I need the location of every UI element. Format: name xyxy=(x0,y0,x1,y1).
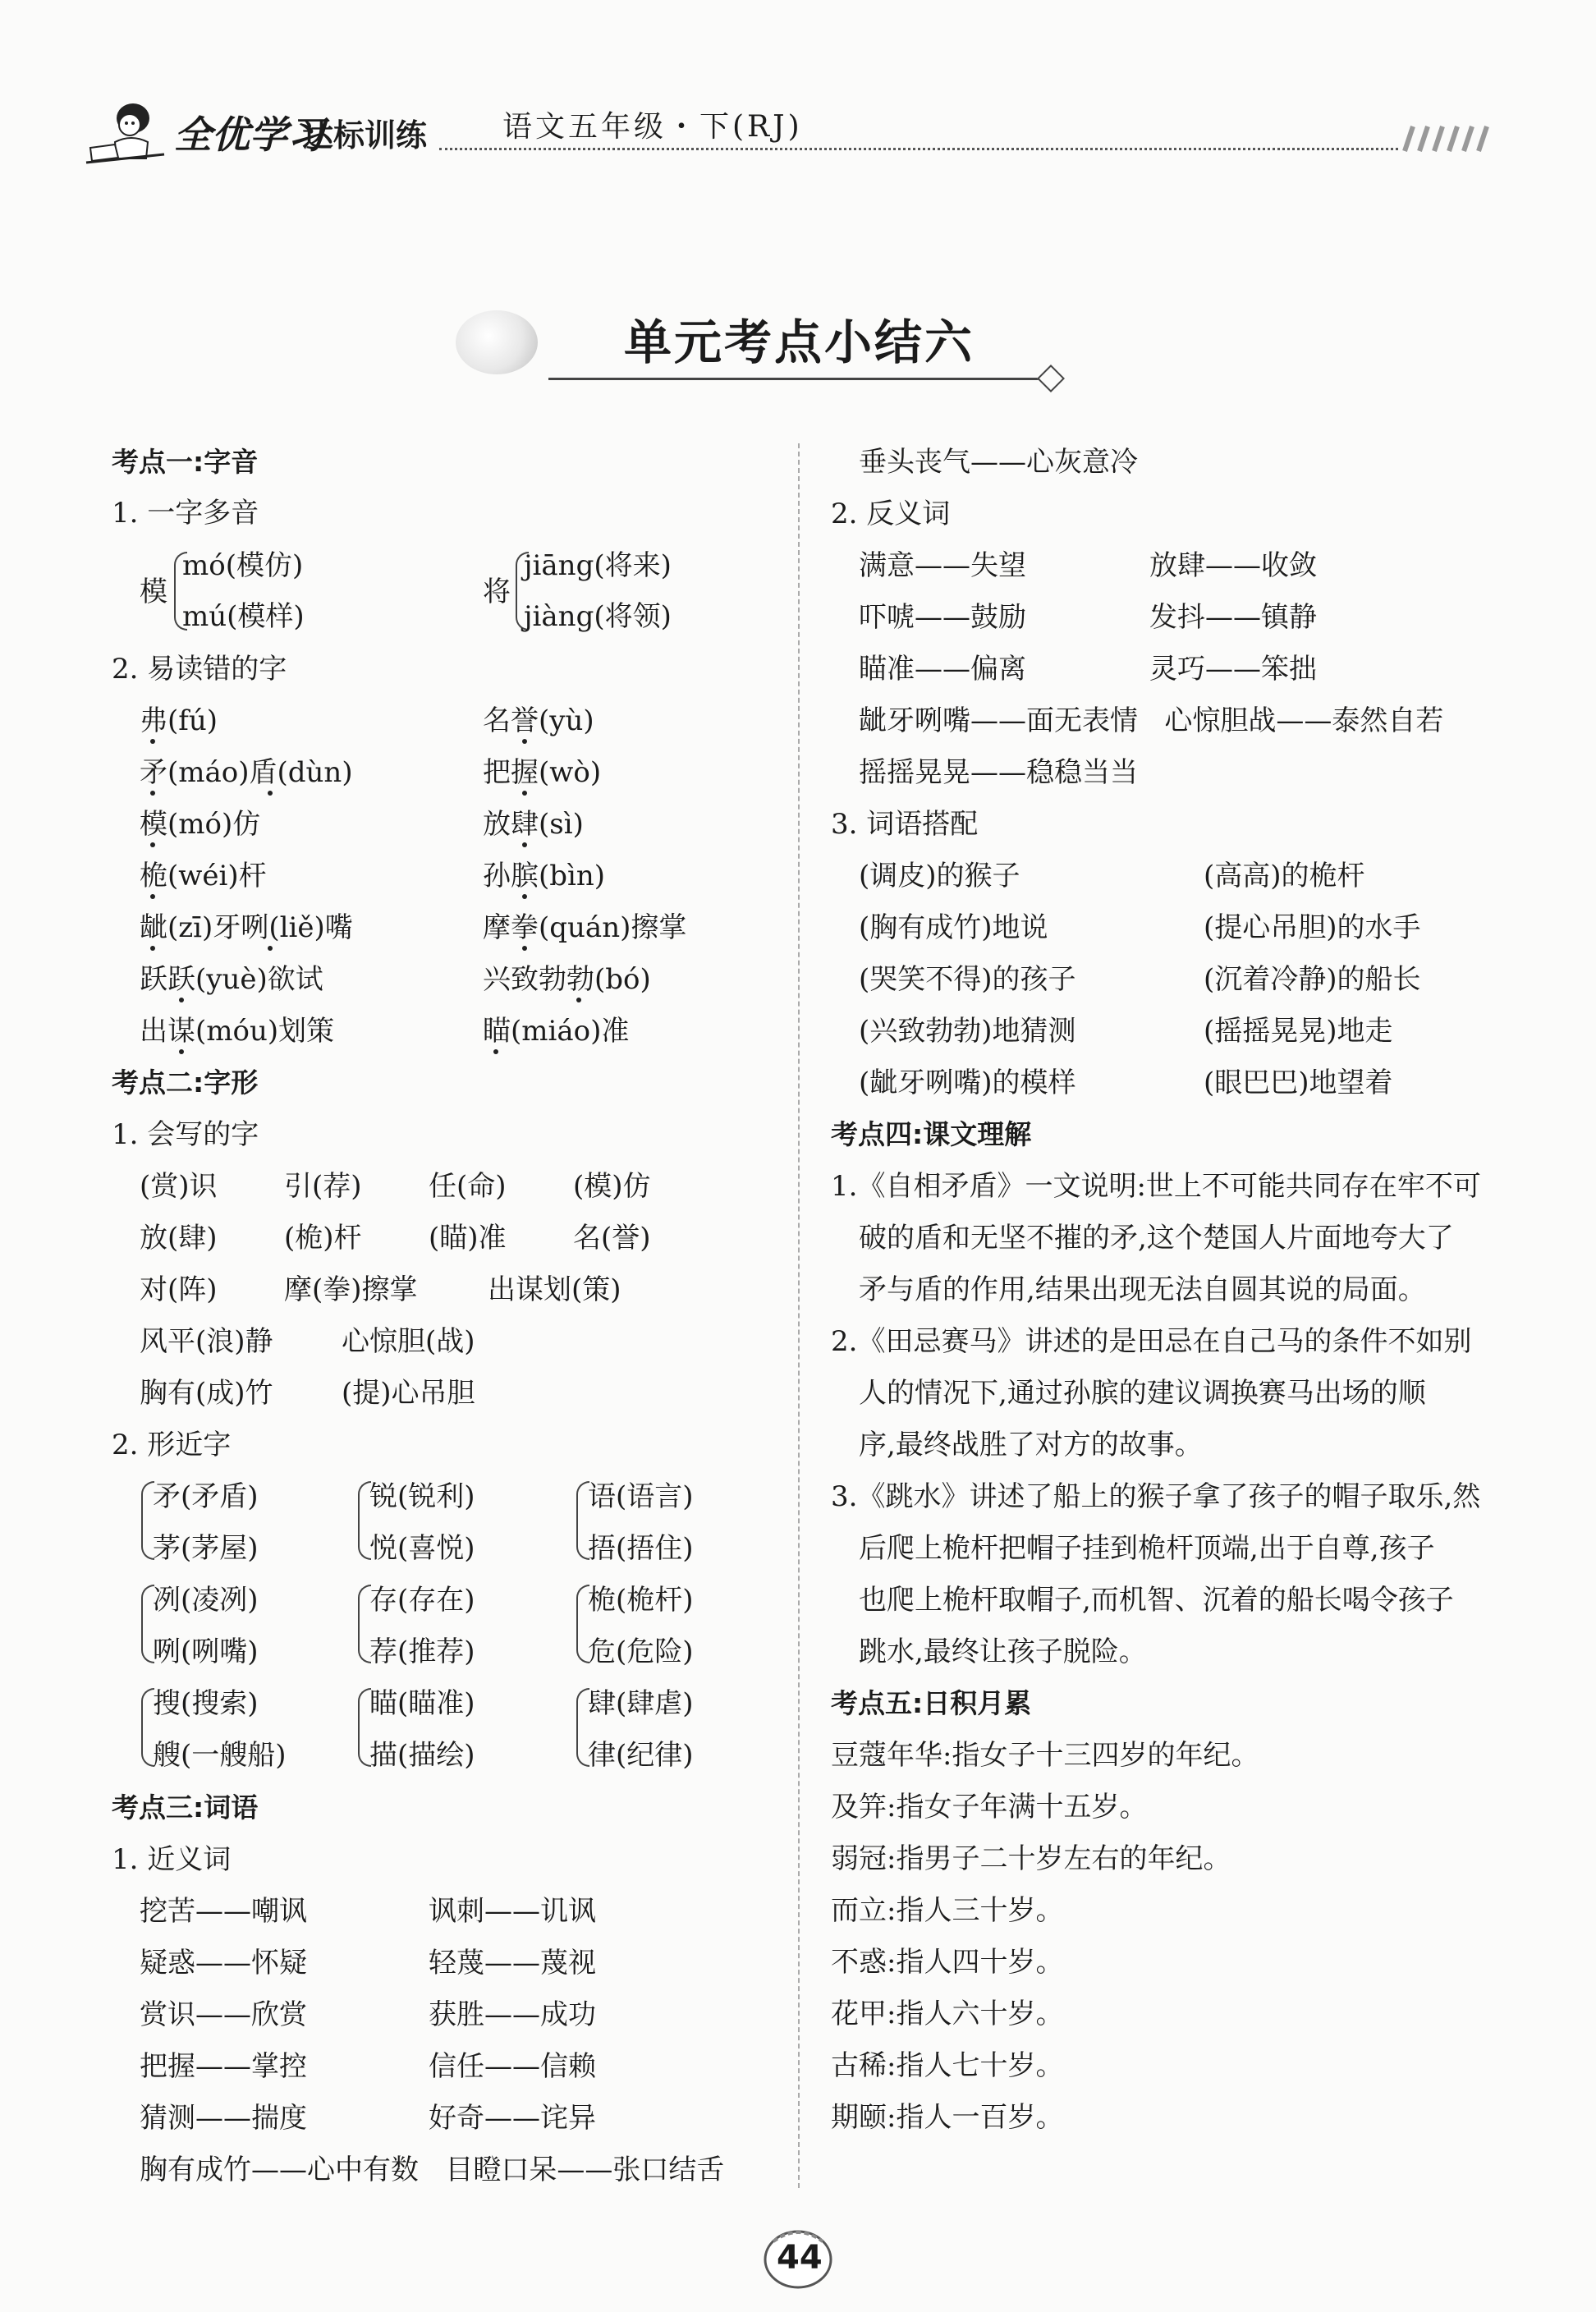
easy-char-item: 把握(wò) xyxy=(483,756,602,789)
mascot-logo-icon xyxy=(82,97,172,169)
easy-char-item: 放肆(sì) xyxy=(483,808,584,841)
write-char-item: 出谋划(策) xyxy=(488,1273,621,1306)
section3-heading: 考点三:词语 xyxy=(112,1791,259,1823)
similar-char-item: 搜(搜索) xyxy=(153,1687,259,1720)
age-term-item: 期颐:指人一百岁。 xyxy=(831,2101,1064,2134)
age-term-item: 弱冠:指男子二十岁左右的年纪。 xyxy=(831,1842,1231,1875)
synonym-pair: 把握——掌控 xyxy=(140,2050,307,2083)
write-char-item: 引(荐) xyxy=(284,1170,362,1203)
subheading-collocations: 3. 词语搭配 xyxy=(831,808,979,841)
collocation-item: (龇牙咧嘴)的模样 xyxy=(859,1067,1076,1099)
similar-char-item: 矛(矛盾) xyxy=(153,1480,259,1513)
paragraph-line: 2.《田忌赛马》讲述的是田忌在自己马的条件不如别 xyxy=(831,1325,1472,1358)
collocation-item: (沉着冷静)的船长 xyxy=(1204,963,1421,996)
easy-char-item: 矛(máo)盾(dùn) xyxy=(140,756,353,789)
synonym-pair: 胸有成竹——心中有数 目瞪口呆——张口结舌 xyxy=(140,2154,725,2186)
similar-char-item: 存(存在) xyxy=(369,1584,475,1617)
section4-heading: 考点四:课文理解 xyxy=(831,1118,1032,1150)
header-dotted-rule xyxy=(439,148,1398,150)
polyphone-char: 模 xyxy=(140,576,167,608)
synonym-pair: 好奇——诧异 xyxy=(429,2102,596,2135)
collocation-item: (高高)的桅杆 xyxy=(1204,860,1365,892)
polyphone-reading: jiāng(将来) xyxy=(524,549,672,582)
age-term-item: 豆蔻年华:指女子十三四岁的年纪。 xyxy=(831,1739,1259,1772)
similar-char-item: 瞄(瞄准) xyxy=(369,1687,475,1720)
paragraph-line: 1.《自相矛盾》一文说明:世上不可能共同存在牢不可 xyxy=(831,1170,1481,1203)
easy-char-item: 摩拳(quán)擦掌 xyxy=(483,911,687,944)
paragraph-line: 也爬上桅杆取帽子,而机智、沉着的船长喝令孩子 xyxy=(859,1584,1454,1617)
antonym-pair: 吓唬——鼓励 xyxy=(859,601,1026,634)
page-title: 单元考点小结六 xyxy=(624,314,975,370)
easy-char-item: 兴致勃勃(bó) xyxy=(483,963,651,996)
synonym-pair: 垂头丧气——心灰意冷 xyxy=(859,446,1138,479)
series-name: 达标训练 xyxy=(302,117,428,154)
similar-char-item: 茅(茅屋) xyxy=(153,1532,259,1565)
paragraph-line: 跳水,最终让孩子脱险。 xyxy=(859,1635,1147,1668)
easy-char-item: 名誉(yù) xyxy=(483,704,594,737)
write-char-item: 心惊胆(战) xyxy=(342,1325,475,1358)
subheading-synonyms: 1. 近义词 xyxy=(112,1843,232,1876)
easy-char-item: 桅(wéi)杆 xyxy=(140,860,267,892)
similar-char-item: 危(危险) xyxy=(588,1635,694,1668)
synonym-pair: 赏识——欣赏 xyxy=(140,1998,307,2031)
brand-name: 全优学习 xyxy=(174,112,325,157)
write-char-item: 摩(拳)擦掌 xyxy=(284,1273,418,1306)
write-char-item: (提)心吊胆 xyxy=(342,1377,475,1410)
title-decoration-oval xyxy=(456,310,538,374)
collocation-item: (调皮)的猴子 xyxy=(859,860,1020,892)
age-term-item: 古稀:指人七十岁。 xyxy=(831,2049,1064,2082)
synonym-pair: 挖苦——嘲讽 xyxy=(140,1895,307,1928)
collocation-item: (胸有成竹)地说 xyxy=(859,911,1048,944)
write-char-item: 对(阵) xyxy=(140,1273,218,1306)
synonym-pair: 猜测——揣度 xyxy=(140,2102,307,2135)
collocation-item: (摇摇晃晃)地走 xyxy=(1204,1015,1393,1048)
antonym-pair: 发抖——镇静 xyxy=(1149,601,1317,634)
write-char-item: 风平(浪)静 xyxy=(140,1325,273,1358)
write-char-item: (桅)杆 xyxy=(284,1222,362,1255)
write-char-item: 放(肆) xyxy=(140,1222,218,1255)
easy-char-item: 瞄(miáo)准 xyxy=(483,1015,630,1048)
column-separator xyxy=(798,443,800,2188)
title-diamond-icon xyxy=(1037,365,1065,392)
collocation-item: (哭笑不得)的孩子 xyxy=(859,963,1076,996)
paragraph-line: 人的情况下,通过孙膑的建议调换赛马出场的顺 xyxy=(859,1377,1426,1410)
polyphone-reading: jiàng(将领) xyxy=(524,600,672,633)
section1-heading: 考点一:字音 xyxy=(112,446,259,478)
collocation-item: (眼巴巴)地望着 xyxy=(1204,1067,1393,1099)
write-char-item: 任(命) xyxy=(429,1170,507,1203)
age-term-item: 不惑:指人四十岁。 xyxy=(831,1946,1064,1979)
synonym-pair: 获胜——成功 xyxy=(429,1998,596,2031)
similar-char-item: 荐(推荐) xyxy=(369,1635,475,1668)
similar-char-item: 悦(喜悦) xyxy=(369,1532,475,1565)
paragraph-line: 后爬上桅杆把帽子挂到桅杆顶端,出于自尊,孩子 xyxy=(859,1532,1435,1565)
similar-char-item: 律(纪律) xyxy=(588,1739,694,1772)
section2-heading: 考点二:字形 xyxy=(112,1067,259,1099)
write-char-item: (瞄)准 xyxy=(429,1222,507,1255)
similar-char-item: 艘(一艘船) xyxy=(153,1739,287,1772)
polyphone-reading: mó(模仿) xyxy=(182,549,304,582)
easy-char-item: 跃跃(yuè)欲试 xyxy=(140,963,323,996)
write-char-item: (模)仿 xyxy=(573,1170,651,1203)
synonym-pair: 疑惑——怀疑 xyxy=(140,1947,307,1979)
similar-char-item: 冽(凌冽) xyxy=(153,1584,259,1617)
age-term-item: 及笄:指女子年满十五岁。 xyxy=(831,1791,1148,1823)
similar-char-item: 咧(咧嘴) xyxy=(153,1635,259,1668)
similar-char-item: 桅(桅杆) xyxy=(588,1584,694,1617)
collocation-item: (提心吊胆)的水手 xyxy=(1204,911,1421,944)
paragraph-line: 序,最终战胜了对方的故事。 xyxy=(859,1429,1203,1461)
collocation-item: (兴致勃勃)地猜测 xyxy=(859,1015,1076,1048)
paragraph-line: 矛与盾的作用,结果出现无法自圆其说的局面。 xyxy=(859,1273,1426,1306)
age-term-item: 花甲:指人六十岁。 xyxy=(831,1998,1064,2030)
title-underline xyxy=(548,378,1045,380)
write-char-item: (赏)识 xyxy=(140,1170,218,1203)
subheading-similar-chars: 2. 形近字 xyxy=(112,1429,232,1461)
easy-char-item: 出谋(móu)划策 xyxy=(140,1015,335,1048)
similar-char-item: 捂(捂住) xyxy=(588,1532,694,1565)
paragraph-line: 3.《跳水》讲述了船上的猴子拿了孩子的帽子取乐,然 xyxy=(831,1480,1481,1513)
write-char-item: 胸有(成)竹 xyxy=(140,1377,273,1410)
antonym-pair: 放肆——收敛 xyxy=(1149,549,1317,582)
section5-heading: 考点五:日积月累 xyxy=(831,1687,1032,1719)
page-number: 44 xyxy=(777,2239,823,2277)
write-char-item: 名(誉) xyxy=(573,1222,651,1255)
subheading-polyphone: 1. 一字多音 xyxy=(112,497,259,530)
synonym-pair: 轻蔑——蔑视 xyxy=(429,1947,596,1979)
antonym-pair: 龇牙咧嘴——面无表情 心惊胆战——泰然自若 xyxy=(859,704,1444,737)
easy-char-item: 孙膑(bìn) xyxy=(483,860,606,892)
easy-char-item: 弗(fú) xyxy=(140,704,218,737)
similar-char-item: 描(描绘) xyxy=(369,1739,475,1772)
similar-char-item: 锐(锐利) xyxy=(369,1480,475,1513)
antonym-pair: 灵巧——笨拙 xyxy=(1149,653,1317,686)
similar-char-item: 语(语言) xyxy=(588,1480,694,1513)
antonym-pair: 瞄准——偏离 xyxy=(859,653,1026,686)
antonym-pair: 满意——失望 xyxy=(859,549,1026,582)
easy-char-item: 模(mó)仿 xyxy=(140,808,261,841)
subheading-antonyms: 2. 反义词 xyxy=(831,498,951,530)
subheading-easy-misread: 2. 易读错的字 xyxy=(112,653,287,686)
polyphone-reading: mú(模样) xyxy=(182,600,305,633)
subheading-write-chars: 1. 会写的字 xyxy=(112,1118,259,1151)
synonym-pair: 信任——信赖 xyxy=(429,2050,596,2083)
polyphone-char: 将 xyxy=(483,576,511,608)
synonym-pair: 讽刺——讥讽 xyxy=(429,1895,596,1928)
paragraph-line: 破的盾和无坚不摧的矛,这个楚国人片面地夸大了 xyxy=(859,1222,1454,1255)
antonym-pair: 摇摇晃晃——稳稳当当 xyxy=(859,756,1138,789)
easy-char-item: 龇(zī)牙咧(liě)嘴 xyxy=(140,911,353,944)
similar-char-item: 肆(肆虐) xyxy=(588,1687,694,1720)
age-term-item: 而立:指人三十岁。 xyxy=(831,1894,1064,1927)
header-stripes-decoration xyxy=(1400,123,1490,153)
subject-label: 语文五年级・下(RJ) xyxy=(502,110,803,144)
